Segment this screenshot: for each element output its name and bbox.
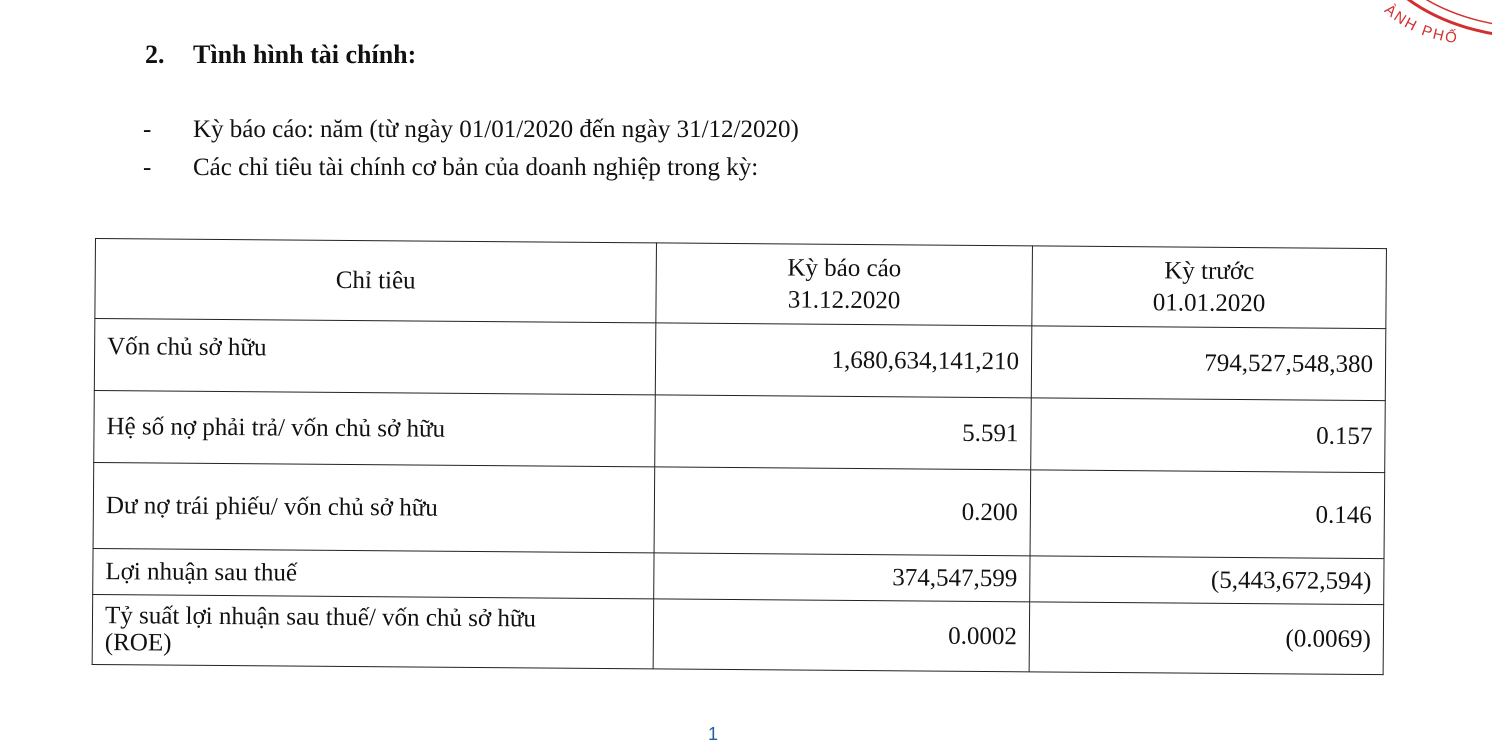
bullet-financial-indicators <box>143 154 758 182</box>
section-heading <box>145 40 416 70</box>
table-row <box>94 319 1386 401</box>
header-previous-label: Kỳ trước <box>1164 257 1255 286</box>
row-current-value: 1,680,634,141,210 <box>655 323 1032 398</box>
row-label-line1: Tỷ suất lợi nhuận sau thuế/ vốn chủ sở hữu <box>104 602 537 633</box>
section-number: 2. <box>145 40 165 69</box>
row-label-line2: (ROE) <box>104 628 172 657</box>
red-seal-stamp <box>1340 0 1492 70</box>
header-previous-date: 01.01.2020 <box>1152 288 1266 317</box>
table-header-row <box>95 239 1387 329</box>
row-current-value: 0.200 <box>654 467 1031 556</box>
row-label <box>92 594 654 668</box>
row-label: Hệ số nợ phải trả/ vốn chủ sở hữu <box>94 390 656 466</box>
row-current-value: 374,547,599 <box>654 553 1030 602</box>
table-row <box>93 462 1385 558</box>
row-current-value: 0.0002 <box>653 599 1030 672</box>
header-previous-period <box>1032 246 1387 329</box>
svg-text:ÀNH PHỐ: ÀNH PHỐ <box>1381 1 1460 48</box>
row-previous-value: (0.0069) <box>1029 602 1384 675</box>
row-label: Lợi nhuận sau thuế <box>93 548 654 598</box>
page-number: 1 <box>708 724 719 744</box>
bullet-reporting-period <box>143 116 799 144</box>
row-previous-value: 0.146 <box>1030 470 1385 559</box>
bullet-dash: - <box>143 116 152 143</box>
table-row <box>92 594 1384 674</box>
bullet-dash: - <box>143 154 152 181</box>
row-label: Dư nợ trái phiếu/ vốn chủ sở hữu <box>93 462 655 552</box>
row-previous-value: (5,443,672,594) <box>1030 556 1384 605</box>
row-previous-value: 794,527,548,380 <box>1031 326 1386 401</box>
header-current-label: Kỳ báo cáo <box>787 254 902 283</box>
row-label: Vốn chủ sở hữu <box>94 319 656 395</box>
table-row <box>94 390 1386 472</box>
section-title: Tình hình tài chính: <box>193 40 417 69</box>
header-current-period <box>656 243 1033 326</box>
financial-table <box>92 238 1387 675</box>
bullet-text: Kỳ báo cáo: năm (từ ngày 01/01/2020 đến ngày 31/12/2020) <box>193 116 799 143</box>
bullet-text: Các chỉ tiêu tài chính cơ bản của doanh nghiệp trong kỳ: <box>193 154 759 181</box>
row-previous-value: 0.157 <box>1031 398 1386 473</box>
header-indicator: Chỉ tiêu <box>95 239 657 323</box>
row-current-value: 5.591 <box>655 395 1032 470</box>
header-current-date: 31.12.2020 <box>787 285 901 314</box>
